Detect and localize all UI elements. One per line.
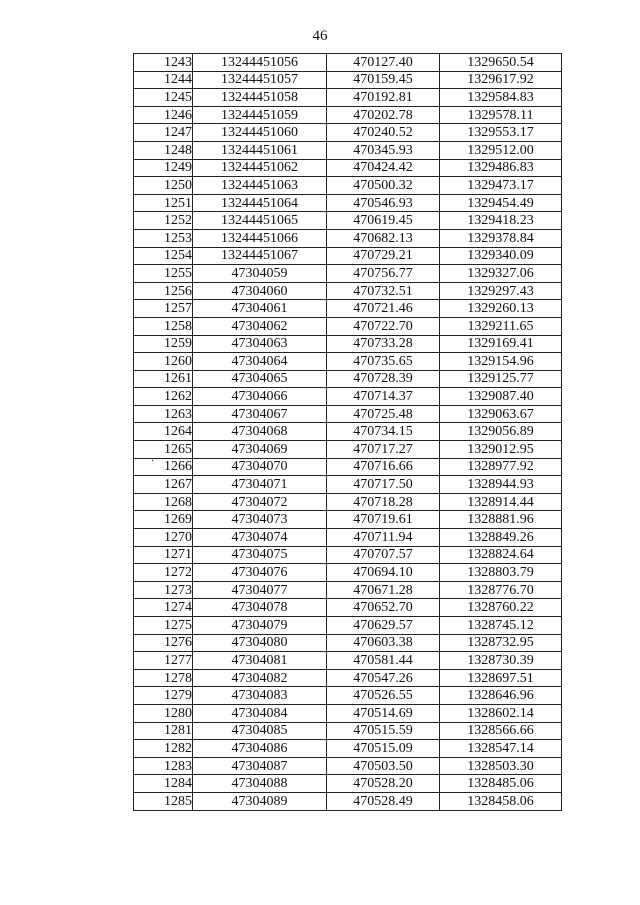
point-number-cell: 1264 <box>134 423 193 441</box>
x-coordinate-cell: 470732.51 <box>327 282 440 300</box>
point-id-cell: 47304069 <box>193 441 327 459</box>
y-coordinate-cell: 1328566.66 <box>440 722 562 740</box>
y-coordinate-cell: 1329418.23 <box>440 212 562 230</box>
point-number-cell: 1258 <box>134 317 193 335</box>
point-id-cell: 47304065 <box>193 370 327 388</box>
point-id-cell: 47304072 <box>193 493 327 511</box>
table-row <box>134 476 562 494</box>
x-coordinate-cell: 470528.49 <box>327 792 440 810</box>
point-id-cell: 47304082 <box>193 669 327 687</box>
table-row <box>134 634 562 652</box>
point-id-cell: 47304073 <box>193 511 327 529</box>
y-coordinate-cell: 1329340.09 <box>440 247 562 265</box>
point-id-cell: 47304061 <box>193 300 327 318</box>
y-coordinate-cell: 1329650.54 <box>440 54 562 72</box>
point-id-cell: 13244451058 <box>193 89 327 107</box>
x-coordinate-cell: 470345.93 <box>327 141 440 159</box>
point-id-cell: 47304064 <box>193 353 327 371</box>
point-number-cell: 1275 <box>134 617 193 635</box>
point-id-cell: 47304066 <box>193 388 327 406</box>
y-coordinate-cell: 1329473.17 <box>440 177 562 195</box>
table-row <box>134 493 562 511</box>
y-coordinate-cell: 1329211.65 <box>440 317 562 335</box>
point-id-cell: 47304089 <box>193 792 327 810</box>
table-row <box>134 775 562 793</box>
table-row <box>134 704 562 722</box>
point-number-cell: 1265 <box>134 441 193 459</box>
point-id-cell: 47304086 <box>193 740 327 758</box>
y-coordinate-cell: 1329454.49 <box>440 194 562 212</box>
x-coordinate-cell: 470514.69 <box>327 704 440 722</box>
x-coordinate-cell: 470424.42 <box>327 159 440 177</box>
y-coordinate-cell: 1328849.26 <box>440 529 562 547</box>
x-coordinate-cell: 470711.94 <box>327 529 440 547</box>
page-number: 46 <box>312 28 328 44</box>
x-coordinate-cell: 470719.61 <box>327 511 440 529</box>
point-id-cell: 47304087 <box>193 757 327 775</box>
x-coordinate-cell: 470127.40 <box>327 54 440 72</box>
table-row <box>134 423 562 441</box>
point-id-cell: 47304070 <box>193 458 327 476</box>
table-row <box>134 581 562 599</box>
point-number-cell: 1274 <box>134 599 193 617</box>
point-id-cell: 47304068 <box>193 423 327 441</box>
y-coordinate-cell: 1328646.96 <box>440 687 562 705</box>
table-row <box>134 194 562 212</box>
point-number-cell: 1261 <box>134 370 193 388</box>
point-id-cell: 13244451056 <box>193 54 327 72</box>
table-row <box>134 71 562 89</box>
point-id-cell: 47304079 <box>193 617 327 635</box>
point-number-cell: 1270 <box>134 529 193 547</box>
y-coordinate-cell: 1328547.14 <box>440 740 562 758</box>
x-coordinate-cell: 470603.38 <box>327 634 440 652</box>
y-coordinate-cell: 1328732.95 <box>440 634 562 652</box>
point-number-cell: 1285 <box>134 792 193 810</box>
point-number-cell: 1268 <box>134 493 193 511</box>
point-id-cell: 47304063 <box>193 335 327 353</box>
table-row <box>134 353 562 371</box>
point-number-cell: 1254 <box>134 247 193 265</box>
point-number-cell: 1251 <box>134 194 193 212</box>
y-coordinate-cell: 1329260.13 <box>440 300 562 318</box>
point-id-cell: 13244451067 <box>193 247 327 265</box>
point-id-cell: 47304075 <box>193 546 327 564</box>
point-number-cell: 1246 <box>134 106 193 124</box>
point-number-cell: 1276 <box>134 634 193 652</box>
point-id-cell: 47304084 <box>193 704 327 722</box>
y-coordinate-cell: 1328503.30 <box>440 757 562 775</box>
x-coordinate-cell: 470652.70 <box>327 599 440 617</box>
table-row <box>134 124 562 142</box>
point-number-cell: 1247 <box>134 124 193 142</box>
point-id-cell: 47304085 <box>193 722 327 740</box>
table-row <box>134 441 562 459</box>
y-coordinate-cell: 1329327.06 <box>440 265 562 283</box>
y-coordinate-cell: 1329154.96 <box>440 353 562 371</box>
point-id-cell: 47304077 <box>193 581 327 599</box>
point-id-cell: 47304076 <box>193 564 327 582</box>
point-number-cell: 1283 <box>134 757 193 775</box>
table-row <box>134 177 562 195</box>
y-coordinate-cell: 1328824.64 <box>440 546 562 564</box>
point-number-cell: 1267 <box>134 476 193 494</box>
point-number-cell: 1259 <box>134 335 193 353</box>
x-coordinate-cell: 470619.45 <box>327 212 440 230</box>
table-row <box>134 159 562 177</box>
x-coordinate-cell: 470515.09 <box>327 740 440 758</box>
y-coordinate-cell: 1328730.39 <box>440 652 562 670</box>
table-row <box>134 652 562 670</box>
y-coordinate-cell: 1328881.96 <box>440 511 562 529</box>
point-id-cell: 13244451064 <box>193 194 327 212</box>
point-id-cell: 47304060 <box>193 282 327 300</box>
point-number-cell: 1284 <box>134 775 193 793</box>
y-coordinate-cell: 1328760.22 <box>440 599 562 617</box>
point-id-cell: 47304078 <box>193 599 327 617</box>
point-id-cell: 13244451061 <box>193 141 327 159</box>
point-id-cell: 13244451057 <box>193 71 327 89</box>
point-id-cell: 47304083 <box>193 687 327 705</box>
table-row <box>134 792 562 810</box>
x-coordinate-cell: 470240.52 <box>327 124 440 142</box>
x-coordinate-cell: 470581.44 <box>327 652 440 670</box>
y-coordinate-cell: 1328944.93 <box>440 476 562 494</box>
x-coordinate-cell: 470202.78 <box>327 106 440 124</box>
table-row <box>134 141 562 159</box>
table-row <box>134 300 562 318</box>
x-coordinate-cell: 470729.21 <box>327 247 440 265</box>
x-coordinate-cell: 470694.10 <box>327 564 440 582</box>
point-number-cell: 1277 <box>134 652 193 670</box>
table-row <box>134 669 562 687</box>
point-id-cell: 47304062 <box>193 317 327 335</box>
y-coordinate-cell: 1329063.67 <box>440 405 562 423</box>
table-row <box>134 54 562 72</box>
point-number-cell: 1248 <box>134 141 193 159</box>
y-coordinate-cell: 1328745.12 <box>440 617 562 635</box>
point-number-cell: 1245 <box>134 89 193 107</box>
point-id-cell: 47304071 <box>193 476 327 494</box>
point-id-cell: 13244451060 <box>193 124 327 142</box>
point-id-cell: 13244451059 <box>193 106 327 124</box>
point-number-cell: 1252 <box>134 212 193 230</box>
x-coordinate-cell: 470528.20 <box>327 775 440 793</box>
point-number-cell: 1272 <box>134 564 193 582</box>
y-coordinate-cell: 1329584.83 <box>440 89 562 107</box>
point-id-cell: 47304081 <box>193 652 327 670</box>
point-number-cell: 1243 <box>134 54 193 72</box>
y-coordinate-cell: 1329617.92 <box>440 71 562 89</box>
x-coordinate-cell: 470728.39 <box>327 370 440 388</box>
x-coordinate-cell: 470725.48 <box>327 405 440 423</box>
table-row <box>134 722 562 740</box>
table-row <box>134 212 562 230</box>
x-coordinate-cell: 470718.28 <box>327 493 440 511</box>
x-coordinate-cell: 470714.37 <box>327 388 440 406</box>
point-number-cell: 1244 <box>134 71 193 89</box>
coordinates-table <box>133 53 562 811</box>
table-row <box>134 405 562 423</box>
point-id-cell: 47304080 <box>193 634 327 652</box>
point-number-cell: 1250 <box>134 177 193 195</box>
table-row <box>134 529 562 547</box>
table-row <box>134 265 562 283</box>
y-coordinate-cell: 1328697.51 <box>440 669 562 687</box>
x-coordinate-cell: 470629.57 <box>327 617 440 635</box>
table-row <box>134 247 562 265</box>
x-coordinate-cell: 470733.28 <box>327 335 440 353</box>
y-coordinate-cell: 1329486.83 <box>440 159 562 177</box>
x-coordinate-cell: 470756.77 <box>327 265 440 283</box>
point-id-cell: 13244451066 <box>193 229 327 247</box>
y-coordinate-cell: 1329553.17 <box>440 124 562 142</box>
coordinates-table-body <box>134 54 562 811</box>
table-row <box>134 564 562 582</box>
point-number-cell: 1266 <box>134 458 193 476</box>
y-coordinate-cell: 1328602.14 <box>440 704 562 722</box>
point-number-cell: 1278 <box>134 669 193 687</box>
x-coordinate-cell: 470682.13 <box>327 229 440 247</box>
point-number-cell: 1255 <box>134 265 193 283</box>
table-row <box>134 458 562 476</box>
x-coordinate-cell: 470722.70 <box>327 317 440 335</box>
x-coordinate-cell: 470500.32 <box>327 177 440 195</box>
point-id-cell: 47304067 <box>193 405 327 423</box>
x-coordinate-cell: 470192.81 <box>327 89 440 107</box>
y-coordinate-cell: 1329169.41 <box>440 335 562 353</box>
table-row <box>134 370 562 388</box>
table-row <box>134 388 562 406</box>
x-coordinate-cell: 470515.59 <box>327 722 440 740</box>
y-coordinate-cell: 1329578.11 <box>440 106 562 124</box>
y-coordinate-cell: 1329378.84 <box>440 229 562 247</box>
x-coordinate-cell: 470716.66 <box>327 458 440 476</box>
point-id-cell: 47304074 <box>193 529 327 547</box>
y-coordinate-cell: 1329087.40 <box>440 388 562 406</box>
point-number-cell: 1269 <box>134 511 193 529</box>
point-number-cell: 1263 <box>134 405 193 423</box>
table-row <box>134 546 562 564</box>
y-coordinate-cell: 1329125.77 <box>440 370 562 388</box>
y-coordinate-cell: 1328776.70 <box>440 581 562 599</box>
point-id-cell: 13244451063 <box>193 177 327 195</box>
point-number-cell: 1262 <box>134 388 193 406</box>
y-coordinate-cell: 1328977.92 <box>440 458 562 476</box>
y-coordinate-cell: 1328458.06 <box>440 792 562 810</box>
point-id-cell: 13244451062 <box>193 159 327 177</box>
table-row <box>134 282 562 300</box>
y-coordinate-cell: 1329012.95 <box>440 441 562 459</box>
x-coordinate-cell: 470159.45 <box>327 71 440 89</box>
point-number-cell: 1257 <box>134 300 193 318</box>
point-number-cell: 1249 <box>134 159 193 177</box>
point-number-cell: 1282 <box>134 740 193 758</box>
point-id-cell: 13244451065 <box>193 212 327 230</box>
table-row <box>134 335 562 353</box>
y-coordinate-cell: 1329056.89 <box>440 423 562 441</box>
x-coordinate-cell: 470546.93 <box>327 194 440 212</box>
point-number-cell: 1281 <box>134 722 193 740</box>
x-coordinate-cell: 470526.55 <box>327 687 440 705</box>
table-row <box>134 317 562 335</box>
point-number-cell: 1279 <box>134 687 193 705</box>
point-number-cell: 1280 <box>134 704 193 722</box>
point-number-cell: 1271 <box>134 546 193 564</box>
x-coordinate-cell: 470734.15 <box>327 423 440 441</box>
scan-speck-mark: · <box>151 456 155 467</box>
point-number-cell: 1273 <box>134 581 193 599</box>
table-row <box>134 106 562 124</box>
point-number-cell: 1253 <box>134 229 193 247</box>
table-row <box>134 89 562 107</box>
x-coordinate-cell: 470503.50 <box>327 757 440 775</box>
table-row <box>134 740 562 758</box>
x-coordinate-cell: 470717.50 <box>327 476 440 494</box>
point-id-cell: 47304059 <box>193 265 327 283</box>
y-coordinate-cell: 1328803.79 <box>440 564 562 582</box>
y-coordinate-cell: 1328914.44 <box>440 493 562 511</box>
x-coordinate-cell: 470721.46 <box>327 300 440 318</box>
point-number-cell: 1256 <box>134 282 193 300</box>
point-id-cell: 47304088 <box>193 775 327 793</box>
x-coordinate-cell: 470547.26 <box>327 669 440 687</box>
x-coordinate-cell: 470671.28 <box>327 581 440 599</box>
table-row <box>134 617 562 635</box>
table-row <box>134 687 562 705</box>
table-row <box>134 511 562 529</box>
point-number-cell: 1260 <box>134 353 193 371</box>
y-coordinate-cell: 1328485.06 <box>440 775 562 793</box>
x-coordinate-cell: 470707.57 <box>327 546 440 564</box>
table-row <box>134 229 562 247</box>
y-coordinate-cell: 1329297.43 <box>440 282 562 300</box>
table-row <box>134 757 562 775</box>
y-coordinate-cell: 1329512.00 <box>440 141 562 159</box>
table-row <box>134 599 562 617</box>
x-coordinate-cell: 470717.27 <box>327 441 440 459</box>
x-coordinate-cell: 470735.65 <box>327 353 440 371</box>
